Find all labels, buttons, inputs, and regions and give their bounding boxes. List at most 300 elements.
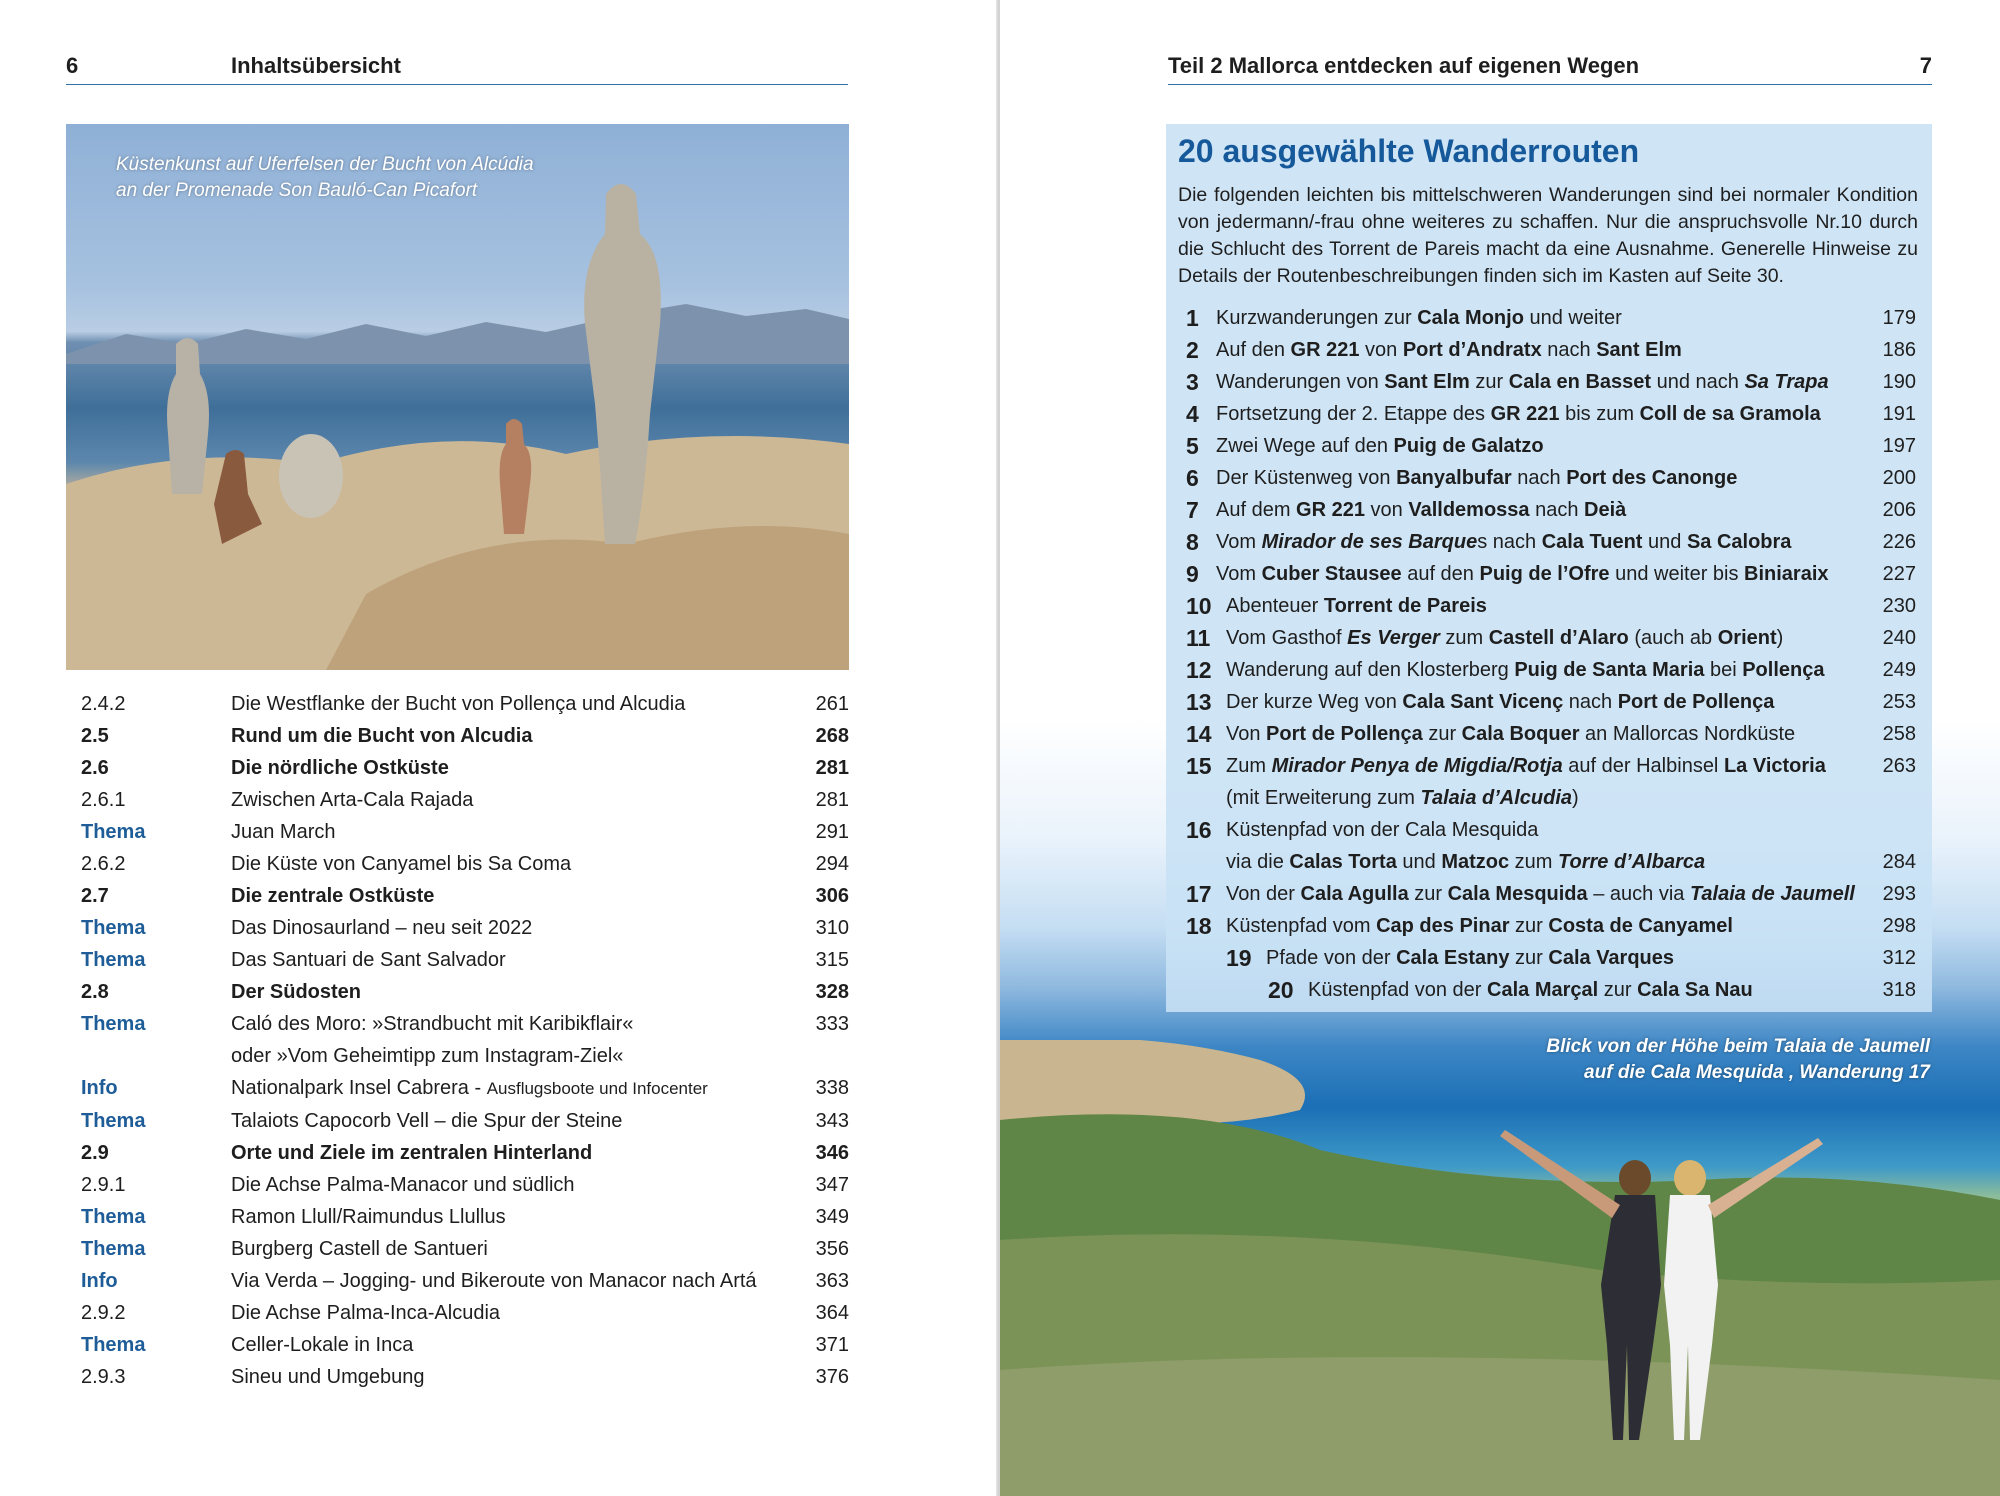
route-title-line1 <box>1216 334 1856 366</box>
route-text-segment: Auf den <box>1216 339 1291 361</box>
route-text-segment: zur <box>1509 915 1549 937</box>
route-number: 8 <box>1186 529 1199 555</box>
route-item <box>1186 750 1916 814</box>
left-photo-caption-line1: Küstenkunst auf Uferfelsen der Bucht von Alcúdia <box>116 154 534 175</box>
route-text-segment: Castell d’Alaro <box>1488 627 1629 649</box>
route-page: 258 <box>1882 723 1916 745</box>
route-page: 227 <box>1882 563 1916 585</box>
route-text-segment: Puig de Galatzo <box>1393 435 1544 457</box>
toc-entry-page: 315 <box>815 949 849 971</box>
toc-entry-id: 2.9.3 <box>81 1366 126 1388</box>
toc-entry-title <box>231 1329 849 1361</box>
route-title-line1 <box>1226 878 1856 910</box>
route-text-segment: GR 221 <box>1296 499 1365 521</box>
route-text-segment: Costa de Canyamel <box>1548 915 1733 937</box>
toc-entry-title <box>231 1297 849 1329</box>
toc-entry-title-text: Talaiots Capocorb Vell – die Spur der Steine <box>231 1110 623 1132</box>
route-title-line2 <box>1226 846 1856 878</box>
route-number: 11 <box>1186 625 1211 651</box>
route-text-segment: Biniaraix <box>1744 563 1829 585</box>
route-text-segment: Pollença <box>1742 659 1825 681</box>
toc-entry-page: 356 <box>815 1238 849 1260</box>
route-text-segment: zum <box>1439 627 1489 649</box>
toc-entry-title-text: Sineu und Umgebung <box>231 1366 425 1388</box>
beach-rocks-and-sculptures <box>66 124 849 670</box>
toc-row <box>66 880 849 912</box>
toc-entry-title-text: Juan March <box>231 821 336 843</box>
route-text-segment: auf den <box>1401 563 1480 585</box>
route-text-segment: Cala Varques <box>1548 947 1675 969</box>
route-text-segment: Abenteuer <box>1226 595 1324 617</box>
route-text-segment: Valldemossa <box>1408 499 1530 521</box>
route-title-line1 <box>1216 526 1856 558</box>
route-number: 7 <box>1186 497 1199 523</box>
toc-entry-page: 349 <box>815 1206 849 1228</box>
route-text-segment: Pfade von der <box>1266 947 1397 969</box>
toc-entry-title-text: Celler-Lokale in Inca <box>231 1334 414 1356</box>
toc-entry-page: 364 <box>815 1302 849 1324</box>
route-text-segment: zur <box>1469 371 1509 393</box>
route-title <box>1216 558 1916 590</box>
toc-entry-page: 291 <box>815 821 849 843</box>
route-page: 293 <box>1882 883 1916 905</box>
toc-entry-title <box>231 912 849 944</box>
route-text-segment: Deià <box>1584 499 1627 521</box>
route-page: 230 <box>1882 595 1916 617</box>
route-text-segment: Sa Trapa <box>1744 371 1829 393</box>
toc-entry-title-text: Zwischen Arta-Cala Rajada <box>231 789 474 811</box>
route-text-segment: Banyalbufar <box>1396 467 1512 489</box>
route-text-segment: und weiter <box>1523 307 1622 329</box>
toc-entry-title-text: Nationalpark Insel Cabrera - <box>231 1077 487 1099</box>
route-text-segment: und nach <box>1651 371 1745 393</box>
right-page-header-title: Teil 2 Mallorca entdecken auf eigenen Wegen <box>1168 53 1640 78</box>
route-text-segment: Torre d’Albarca <box>1558 851 1706 873</box>
toc-entry-page: 310 <box>815 917 849 939</box>
toc-entry-title-text: Burgberg Castell de Santueri <box>231 1238 488 1260</box>
toc-row <box>66 1105 849 1137</box>
route-text-segment: Orient <box>1717 627 1777 649</box>
toc-entry-page: 281 <box>815 757 849 779</box>
hiking-routes-box <box>1166 124 1932 1012</box>
route-title-line1 <box>1226 590 1856 622</box>
toc-entry-page: 294 <box>815 853 849 875</box>
toc-entry-page: 347 <box>815 1174 849 1196</box>
toc-entry-page: 261 <box>815 693 849 715</box>
toc-entry-title-text: Rund um die Bucht von Alcudia <box>231 725 533 747</box>
route-text-segment: Zwei Wege auf den <box>1216 435 1394 457</box>
toc-entry-id: 2.5 <box>81 725 109 747</box>
toc-row <box>66 688 849 720</box>
route-text-segment: (mit Erweiterung zum <box>1226 787 1421 809</box>
route-text-segment: Fortsetzung der 2. Etappe des <box>1216 403 1491 425</box>
toc-row <box>66 1072 849 1105</box>
route-title-line2 <box>1226 782 1856 814</box>
toc-entry-title <box>231 944 849 976</box>
toc-entry-id: 2.8 <box>81 981 109 1003</box>
route-text-segment: GR 221 <box>1490 403 1560 425</box>
route-text-segment: zur <box>1422 723 1462 745</box>
route-text-segment: Wanderungen von <box>1216 371 1385 393</box>
route-text-segment: Port des Canonge <box>1566 467 1738 489</box>
route-text-segment: Port de Pollença <box>1266 723 1423 745</box>
toc-entry-id: Thema <box>81 1238 146 1260</box>
route-title <box>1226 750 1916 814</box>
toc-entry-title <box>231 1201 849 1233</box>
right-photo-caption <box>1546 1034 1930 1086</box>
route-title <box>1226 910 1916 942</box>
route-text-segment: nach <box>1529 499 1585 521</box>
toc-entry-title <box>231 1137 849 1169</box>
route-item <box>1186 302 1916 334</box>
route-title <box>1216 526 1916 558</box>
route-title <box>1216 334 1916 366</box>
toc-row <box>66 1265 849 1297</box>
toc-entry-page: 363 <box>815 1270 849 1292</box>
route-title-line1 <box>1216 430 1856 462</box>
route-item <box>1186 910 1916 942</box>
toc-entry-title <box>231 752 849 784</box>
route-item <box>1186 590 1916 622</box>
route-page: 240 <box>1882 627 1916 649</box>
route-title-line1 <box>1226 686 1856 718</box>
toc-row <box>66 848 849 880</box>
route-title-line1 <box>1226 750 1856 782</box>
route-title <box>1216 398 1916 430</box>
route-title <box>1226 622 1916 654</box>
route-page: 179 <box>1882 307 1916 329</box>
route-text-segment: Port de Pollença <box>1617 691 1775 713</box>
toc-entry-title <box>231 1169 849 1201</box>
toc-entry-title-text: Orte und Ziele im zentralen Hinterland <box>231 1142 593 1164</box>
route-number: 12 <box>1186 657 1212 683</box>
toc-row <box>66 752 849 784</box>
route-number: 18 <box>1186 913 1212 939</box>
toc-entry-id: 2.6 <box>81 757 109 779</box>
toc-entry-title-line2: oder »Vom Geheimtipp zum Instagram-Ziel« <box>231 1045 624 1067</box>
route-title-line1 <box>1216 302 1856 334</box>
toc-row <box>66 1201 849 1233</box>
route-page: 186 <box>1882 339 1916 361</box>
toc-entry-page: 338 <box>815 1077 849 1099</box>
route-title <box>1226 814 1916 878</box>
route-text-segment: von <box>1359 339 1403 361</box>
route-text-segment: bei <box>1704 659 1743 681</box>
route-text-segment: Wanderung auf den Klosterberg <box>1226 659 1515 681</box>
route-text-segment: von <box>1364 499 1409 521</box>
toc-entry-title-text: Die Westflanke der Bucht von Pollença und Alcudia <box>231 693 686 715</box>
route-item <box>1186 334 1916 366</box>
route-title <box>1216 494 1916 526</box>
route-text-segment: Der kurze Weg von <box>1226 691 1403 713</box>
toc-entry-title <box>231 1072 849 1105</box>
route-text-segment: und weiter bis <box>1609 563 1745 585</box>
route-text-segment: Sant Elm <box>1596 339 1682 361</box>
route-page: 206 <box>1882 499 1916 521</box>
route-title-line1 <box>1216 398 1856 430</box>
route-title-line1 <box>1226 910 1856 942</box>
route-item <box>1186 814 1916 878</box>
route-item <box>1186 718 1916 750</box>
route-number: 15 <box>1186 753 1212 779</box>
route-text-segment: Calas Torta <box>1289 851 1397 873</box>
toc-entry-id: Thema <box>81 1013 146 1035</box>
route-item <box>1186 942 1916 974</box>
route-number: 5 <box>1186 433 1199 459</box>
route-text-segment: nach <box>1541 339 1597 361</box>
right-page-number: 7 <box>1919 53 1932 78</box>
route-text-segment: GR 221 <box>1290 339 1360 361</box>
toc-entry-note: Ausflugsboote und Infocenter <box>486 1079 708 1098</box>
route-item <box>1186 878 1916 910</box>
route-number: 1 <box>1186 305 1199 331</box>
route-page: 249 <box>1882 659 1916 681</box>
route-item <box>1186 462 1916 494</box>
route-number: 2 <box>1186 337 1199 363</box>
route-title-line1 <box>1216 462 1856 494</box>
table-of-contents <box>66 688 849 1393</box>
route-title <box>1216 462 1916 494</box>
toc-entry-id: 2.6.1 <box>81 789 126 811</box>
route-title <box>1226 654 1916 686</box>
route-text-segment: auf der Halbinsel <box>1562 755 1724 777</box>
route-number: 16 <box>1186 817 1212 843</box>
route-text-segment: Port d’Andratx <box>1402 339 1542 361</box>
route-text-segment: Sa Calobra <box>1686 531 1792 553</box>
route-number: 19 <box>1226 945 1252 971</box>
toc-entry-id: 2.4.2 <box>81 693 126 715</box>
route-text-segment: ) <box>1572 787 1579 809</box>
route-text-segment: Cala Sant Vicenç <box>1402 691 1564 713</box>
route-text-segment: via die <box>1226 851 1290 873</box>
route-text-segment: Cala Agulla <box>1300 883 1409 905</box>
toc-entry-title <box>231 976 849 1008</box>
route-text-segment: Vom <box>1216 563 1262 585</box>
route-title <box>1226 718 1916 750</box>
route-page: 226 <box>1882 531 1916 553</box>
route-text-segment: Matzoc <box>1441 851 1510 873</box>
route-title-line1 <box>1308 974 1856 1006</box>
route-text-segment: an Mallorcas Nordküste <box>1579 723 1796 745</box>
route-item <box>1186 558 1916 590</box>
right-page <box>1000 0 2000 1496</box>
route-text-segment: (auch ab <box>1628 627 1718 649</box>
route-text-segment: Talaia de Jaumell <box>1689 883 1855 905</box>
route-text-segment: Vom <box>1216 531 1262 553</box>
route-title-line1 <box>1226 718 1856 750</box>
route-title-line1 <box>1216 558 1856 590</box>
toc-entry-id: Info <box>81 1077 118 1099</box>
route-text-segment: Von der <box>1226 883 1301 905</box>
route-title-line1 <box>1226 654 1856 686</box>
sculpture-beach-photo <box>66 124 849 670</box>
route-title-line1 <box>1226 814 1856 846</box>
route-text-segment: und <box>1642 531 1687 553</box>
route-text-segment: nach <box>1563 691 1618 713</box>
route-number: 10 <box>1186 593 1212 619</box>
route-item <box>1186 430 1916 462</box>
route-item <box>1186 366 1916 398</box>
route-text-segment: Cala Boquer <box>1461 723 1580 745</box>
route-title <box>1308 974 1916 1006</box>
route-text-segment: Puig de Santa Maria <box>1514 659 1705 681</box>
route-title <box>1216 430 1916 462</box>
route-text-segment: La Victoria <box>1723 755 1826 777</box>
toc-entry-title-text: Das Santuari de Sant Salvador <box>231 949 506 971</box>
route-text-segment: Küstenpfad vom <box>1226 915 1377 937</box>
toc-entry-title <box>231 816 849 848</box>
route-title <box>1226 686 1916 718</box>
toc-entry-id: Thema <box>81 821 146 843</box>
toc-entry-title-text: Die Achse Palma-Manacor und südlich <box>231 1174 575 1196</box>
route-number: 17 <box>1186 881 1212 907</box>
route-text-segment: zur <box>1598 979 1638 1001</box>
toc-row <box>66 1233 849 1265</box>
toc-entry-id: Thema <box>81 917 146 939</box>
right-photo-caption-line2: auf die Cala Mesquida , Wanderung 17 <box>1584 1062 1930 1083</box>
left-page-number: 6 <box>66 53 79 78</box>
route-text-segment: zur <box>1408 883 1448 905</box>
route-number: 4 <box>1186 401 1199 427</box>
toc-row <box>66 1361 849 1393</box>
toc-entry-title <box>231 880 849 912</box>
route-page: 190 <box>1882 371 1916 393</box>
route-text-segment: Zum <box>1226 755 1272 777</box>
route-text-segment: Cap des Pinar <box>1376 915 1510 937</box>
route-title-line1 <box>1216 366 1856 398</box>
route-number: 3 <box>1186 369 1199 395</box>
toc-entry-id: 2.9.2 <box>81 1302 126 1324</box>
toc-row <box>66 1329 849 1361</box>
toc-entry-title <box>231 1233 849 1265</box>
route-text-segment: s nach <box>1477 531 1542 553</box>
toc-entry-id: Thema <box>81 949 146 971</box>
route-item <box>1186 686 1916 718</box>
route-item <box>1186 654 1916 686</box>
route-text-segment: Der Küstenweg von <box>1216 467 1397 489</box>
toc-entry-title <box>231 1265 849 1297</box>
route-title <box>1266 942 1916 974</box>
toc-entry-id: 2.9 <box>81 1142 109 1164</box>
route-page: 263 <box>1882 755 1916 777</box>
toc-entry-page: 346 <box>815 1142 849 1164</box>
route-text-segment: bis zum <box>1559 403 1640 425</box>
toc-entry-title <box>231 1105 849 1137</box>
toc-entry-id: Info <box>81 1270 118 1292</box>
toc-row <box>66 1169 849 1201</box>
toc-row <box>66 720 849 752</box>
route-text-segment: Cuber Stausee <box>1261 563 1402 585</box>
toc-entry-page: 333 <box>815 1013 849 1035</box>
route-text-segment: ) <box>1776 627 1784 649</box>
route-number: 6 <box>1186 465 1199 491</box>
route-text-segment: Küstenpfad von der <box>1308 979 1488 1001</box>
toc-entry-title <box>231 720 849 752</box>
coast-landscape <box>1000 1040 2000 1496</box>
routes-intro-text: Die folgenden leichten bis mittelschweren Wanderungen sind bei normaler Kondition von jedermann/-frau ohne weiteres zu schaffen. Nur die anspruchsvolle Nr.10 durch die Schlucht des Torrent de Pareis macht da eine Ausnahme. Generelle Hinweise zu Details der Routenbeschreibungen finden sich im Kasten auf Seite 30. <box>1178 184 1918 287</box>
route-text-segment: Cala Marçal <box>1487 979 1599 1001</box>
route-text-segment: – auch via <box>1587 883 1690 905</box>
toc-entry-page: 268 <box>815 725 849 747</box>
route-page: 191 <box>1882 403 1916 425</box>
toc-row <box>66 976 849 1008</box>
route-text-segment: Puig de l’Ofre <box>1479 563 1610 585</box>
toc-row <box>66 912 849 944</box>
route-page: 298 <box>1882 915 1916 937</box>
toc-row <box>66 1137 849 1169</box>
toc-entry-title-text: Die nördliche Ostküste <box>231 757 449 779</box>
route-item <box>1186 622 1916 654</box>
toc-row <box>66 944 849 976</box>
route-title <box>1226 878 1916 910</box>
route-text-segment: Cala Monjo <box>1417 307 1524 329</box>
route-number: 13 <box>1186 689 1212 715</box>
route-title <box>1226 590 1916 622</box>
route-text-segment: Cala Estany <box>1396 947 1510 969</box>
route-item <box>1186 398 1916 430</box>
route-item <box>1186 494 1916 526</box>
toc-entry-title-text: Die zentrale Ostküste <box>231 885 435 907</box>
route-text-segment: und <box>1396 851 1442 873</box>
left-page-header <box>66 52 848 85</box>
route-page: 197 <box>1882 435 1916 457</box>
toc-entry-page: 376 <box>815 1366 849 1388</box>
toc-entry-title <box>231 784 849 816</box>
right-photo-caption-line1: Blick von der Höhe beim Talaia de Jaumell <box>1546 1036 1930 1057</box>
route-page: 253 <box>1882 691 1916 713</box>
route-text-segment: Mirador Penya de Migdia/Rotja <box>1271 755 1563 777</box>
route-text-segment: zum <box>1509 851 1559 873</box>
route-title-line1 <box>1266 942 1856 974</box>
route-page: 284 <box>1882 851 1916 873</box>
route-page: 200 <box>1882 467 1916 489</box>
route-text-segment: Sant Elm <box>1384 371 1470 393</box>
route-text-segment: Coll de sa Gramola <box>1639 403 1821 425</box>
route-page: 318 <box>1882 979 1916 1001</box>
route-text-segment: Küstenpfad von der Cala Mesquida <box>1226 819 1539 841</box>
routes-list <box>1186 302 1916 1006</box>
route-page: 312 <box>1882 947 1916 969</box>
toc-entry-id: Thema <box>81 1110 146 1132</box>
toc-row <box>66 1008 849 1072</box>
left-page-header-title: Inhaltsübersicht <box>231 53 401 78</box>
route-title <box>1216 366 1916 398</box>
toc-entry-id: Thema <box>81 1206 146 1228</box>
route-text-segment: Von <box>1226 723 1267 745</box>
route-text-segment: Es Verger <box>1347 627 1440 649</box>
toc-entry-title <box>231 1008 849 1072</box>
toc-entry-id: 2.6.2 <box>81 853 126 875</box>
toc-entry-title-text: Via Verda – Jogging- und Bikeroute von Manacor nach Artá <box>231 1270 757 1292</box>
route-text-segment: Kurzwanderungen zur <box>1216 307 1418 329</box>
toc-entry-id: Thema <box>81 1334 146 1356</box>
toc-entry-title-text: Caló des Moro: »Strandbucht mit Karibikflair« <box>231 1013 634 1035</box>
routes-box-title: 20 ausgewählte Wanderrouten <box>1178 133 1640 169</box>
toc-entry-page: 328 <box>815 981 849 1003</box>
route-text-segment: Vom Gasthof <box>1226 627 1348 649</box>
route-text-segment: Talaia d’Alcudia <box>1420 787 1573 809</box>
route-title <box>1216 302 1916 334</box>
toc-entry-title <box>231 688 849 720</box>
route-item <box>1186 526 1916 558</box>
route-text-segment: Cala Sa Nau <box>1637 979 1753 1001</box>
route-text-segment: zur <box>1509 947 1549 969</box>
toc-row <box>66 1297 849 1329</box>
toc-entry-page: 343 <box>815 1110 849 1132</box>
route-text-segment: Auf dem <box>1216 499 1297 521</box>
route-title-line1 <box>1226 622 1856 654</box>
left-page <box>0 0 998 1496</box>
